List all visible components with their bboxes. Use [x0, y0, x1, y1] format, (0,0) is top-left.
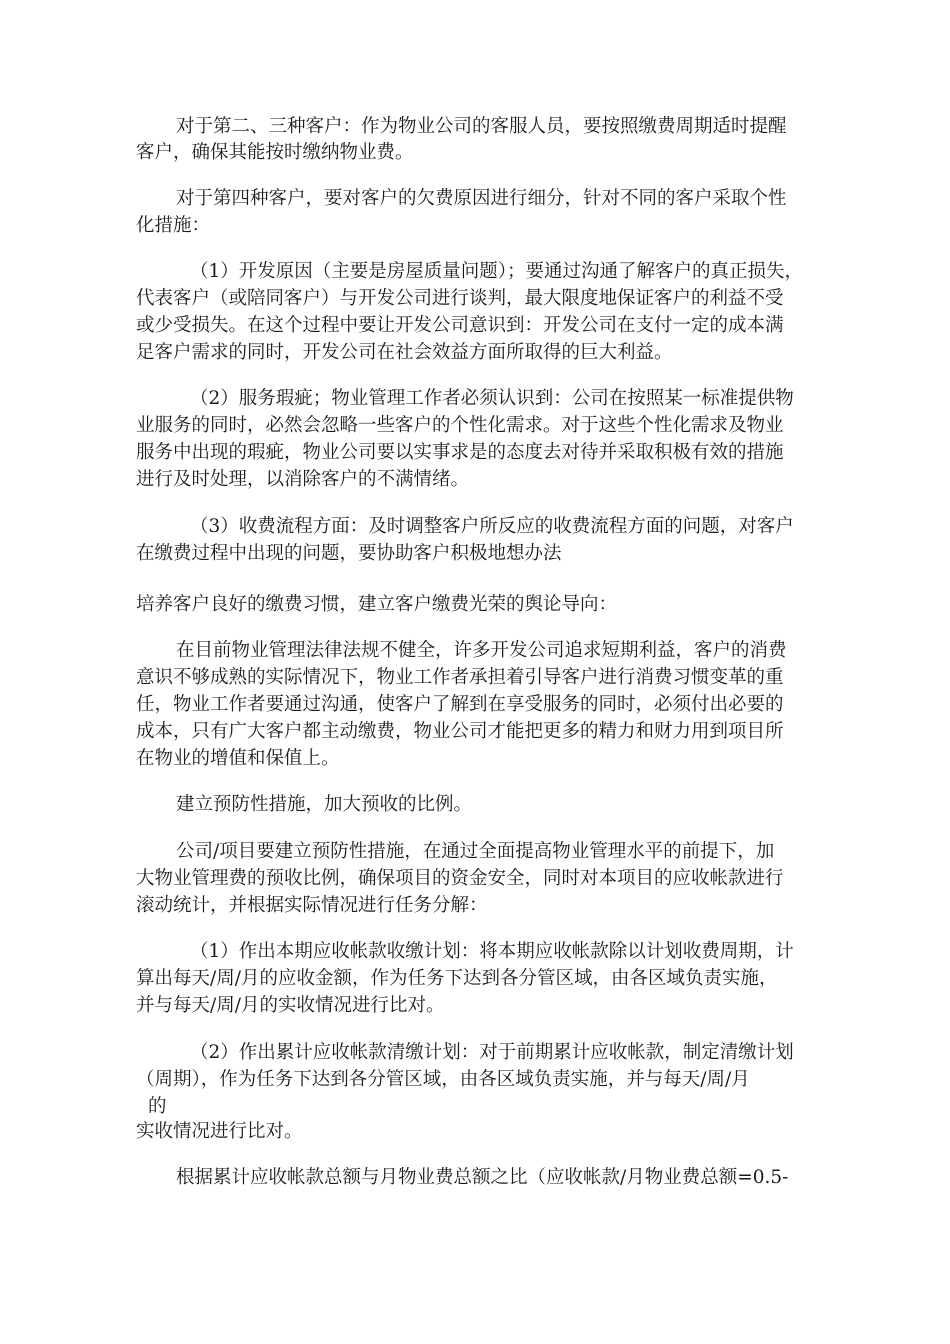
paragraph-line: 对于第二、三种客户：作为物业公司的客服人员，要按照缴费周期适时提醒: [176, 116, 787, 137]
paragraph-line: 滚动统计，并根据实际情况进行任务分解：: [136, 895, 488, 916]
paragraph-line: 培养客户良好的缴费习惯，建立客户缴费光荣的舆论导向：: [136, 594, 618, 615]
paragraph-line: 的: [148, 1096, 167, 1117]
paragraph-line: 根据累计应收帐款总额与月物业费总额之比（应收帐款/月物业费总额=0.5-: [176, 1167, 789, 1188]
paragraph-line: 客户，确保其能按时缴纳物业费。: [136, 142, 414, 163]
paragraph-line: 建立预防性措施，加大预收的比例。: [176, 794, 473, 815]
paragraph-line: 成本，只有广大客户都主动缴费，物业公司才能把更多的精力和财力用到项目所: [136, 721, 784, 742]
paragraph-line: 实收情况进行比对。: [136, 1121, 303, 1142]
paragraph-line: 公司/项目要建立预防性措施，在通过全面提高物业管理水平的前提下，加: [176, 841, 775, 862]
paragraph-line: （周期），作为任务下达到各分管区域，由各区域负责实施，并与每天/周/月: [136, 1069, 750, 1090]
paragraph-line: 足客户需求的同时，开发公司在社会效益方面所取得的巨大利益。: [136, 342, 673, 363]
paragraph-line: 意识不够成熟的实际情况下，物业工作者承担着引导客户进行消费习惯变革的重: [136, 667, 784, 688]
paragraph-line: （1）作出本期应收帐款收缴计划：将本期应收帐款除以计划收费周期，计: [190, 941, 794, 962]
paragraph-line: 进行及时处理，以消除客户的不满情绪。: [136, 469, 470, 490]
paragraph-line: （3）收费流程方面：及时调整客户所反应的收费流程方面的问题，对客户: [190, 516, 794, 537]
paragraph-line: 服务中出现的瑕疵，物业公司要以实事求是的态度去对待并采取积极有效的措施: [136, 442, 784, 463]
paragraph-line: （2）作出累计应收帐款清缴计划：对于前期累计应收帐款，制定清缴计划: [190, 1042, 794, 1063]
paragraph-line: 在物业的增值和保值上。: [136, 748, 340, 769]
paragraph-line: （1）开发原因（主要是房屋质量问题）；要通过沟通了解客户的真正损失，: [190, 261, 804, 282]
paragraph-line: 大物业管理费的预收比例，确保项目的资金安全，同时对本项目的应收帐款进行: [136, 868, 784, 889]
paragraph-line: 在目前物业管理法律法规不健全，许多开发公司追求短期利益，客户的消费: [176, 640, 787, 661]
paragraph-line: 化措施：: [136, 215, 211, 236]
paragraph-line: 在缴费过程中出现的问题，要协助客户积极地想办法: [136, 543, 562, 564]
paragraph-line: 并与每天/周/月的实收情况进行比对。: [136, 995, 445, 1016]
paragraph-line: 业服务的同时，必然会忽略一些客户的个性化需求。对于这些个性化需求及物业: [136, 415, 784, 436]
paragraph-line: 或少受损失。在这个过程中要让开发公司意识到：开发公司在支付一定的成本满: [136, 315, 784, 336]
paragraph-line: 对于第四种客户，要对客户的欠费原因进行细分，针对不同的客户采取个性: [176, 188, 787, 209]
paragraph-line: 代表客户（或陪同客户）与开发公司进行谈判，最大限度地保证客户的利益不受: [136, 288, 784, 309]
paragraph-line: 任，物业工作者要通过沟通，使客户了解到在享受服务的同时，必须付出必要的: [136, 694, 784, 715]
paragraph-line: （2）服务瑕疵；物业管理工作者必须认识到：公司在按照某一标准提供物: [190, 388, 794, 409]
paragraph-line: 算出每天/周/月的应收金额，作为任务下达到各分管区域，由各区域负责实施，: [136, 968, 778, 989]
